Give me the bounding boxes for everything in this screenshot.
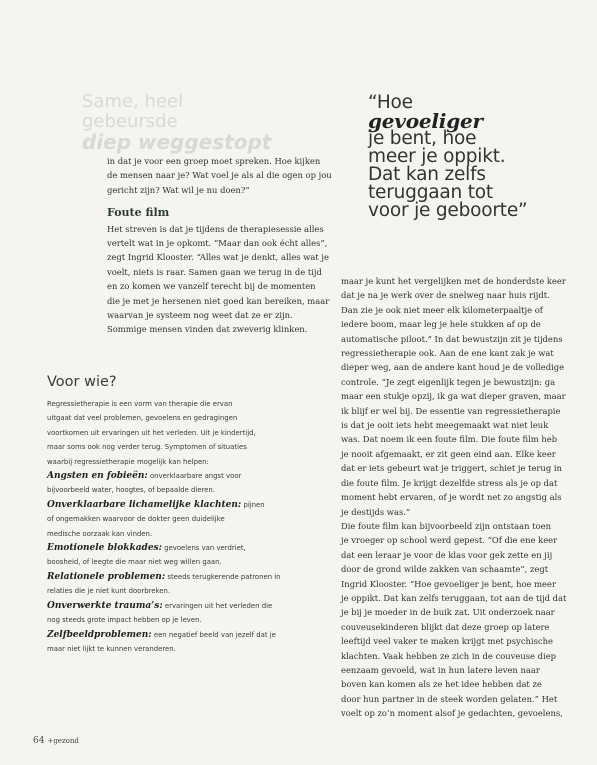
text-line: of ongemakken waarvoor de dokter geen duidelijke: [47, 515, 225, 524]
list-item: [47, 599, 297, 613]
text-line: voortkomen uit ervaringen uit het verleden. Uit je kindertijd,: [47, 428, 256, 437]
quote-line: “Hoe: [368, 92, 413, 113]
text-line: door de grond wilde zakken van schaamte”, zegt: [341, 564, 549, 575]
text-line: couveusekinderen blijkt dat deze groep op latere: [341, 621, 550, 632]
quote-line: voor je geboorte”: [368, 200, 528, 221]
item-label: Relationele problemen:: [47, 571, 166, 582]
text-line: Dan zie je ook niet meer elk kilometerpaaltje of: [341, 304, 543, 315]
text-line: leeftijd veel vaker te maken krijgt met psychische: [341, 636, 553, 647]
page-number: 64: [33, 736, 45, 746]
item-text: steeds terugkerende patronen in: [165, 572, 281, 581]
text-line: boven kan komen als ze het idee hebben dat ze: [341, 679, 542, 690]
text-line: door hun partner in de steek worden gelaten.” Het: [341, 693, 558, 704]
list-item: [47, 628, 297, 642]
text-line: is dat je ooit iets hebt meegemaakt wat niet leuk: [341, 420, 549, 431]
item-label: Zelfbeeldproblemen:: [47, 629, 152, 640]
list-item: [47, 498, 297, 512]
text-line: automatische piloot.” In dat bewustzijn zit je tijdens: [341, 333, 563, 344]
page-footer: [33, 736, 79, 746]
text-line: die je met je hersenen niet goed kan bereiken, maar: [107, 295, 330, 306]
ghost-line: Same, heel: [82, 91, 184, 112]
right-column-article: [341, 274, 591, 721]
text-line: maar een stukje opzij, ik ga wat dieper graven, maar: [341, 391, 566, 402]
quote-line: gevoeliger: [368, 109, 483, 133]
text-line: gericht zijn? Wat wil je nu doen?”: [107, 184, 250, 195]
quote-line: teruggaan tot: [368, 182, 493, 203]
text-line: boosheid, of leegte die maar niet weg willen gaan.: [47, 558, 222, 567]
quote-line: Dat kan zelfs: [368, 164, 486, 185]
text-line: dat je na je werk over de snelweg naar huis rijdt.: [341, 290, 550, 301]
quote-line: je bent, hoe: [368, 128, 477, 149]
text-line: je vroeger op school werd gepest. “Of die ene keer: [341, 535, 558, 546]
text-line: medische oorzaak kan vinden.: [47, 529, 153, 538]
list-item: [47, 570, 297, 584]
text-line: voelt op zo’n moment alsof je gedachten, gevoelens,: [341, 708, 563, 719]
ghost-heading: [82, 92, 272, 152]
text-line: nog steeds grote impact hebben op je leven.: [47, 616, 202, 625]
text-line: controle. “Je zegt eigenlijk tegen je bewustzijn: ga: [341, 376, 556, 387]
list-item: [47, 469, 297, 483]
item-text: ervaringen uit het verleden die: [162, 601, 273, 610]
item-label: Onverwerkte trauma’s:: [47, 600, 163, 611]
item-text: onverklaarbare angst voor: [147, 472, 242, 481]
text-line: iedere boom, maar leg je hele stukken af op de: [341, 319, 541, 330]
item-label: Emotionele blokkades:: [47, 543, 162, 554]
text-line: eenzaam gevoeld, wat in hun latere leven naar: [341, 664, 540, 675]
item-text: gevoelens van verdriet,: [161, 544, 246, 553]
text-line: dat er iets gebeurt wat je triggert, schiet je terug in: [341, 463, 562, 474]
text-line: vertelt wat in je opkomt. “Maar dan ook écht alles”,: [107, 238, 328, 249]
text-line: klachten. Vaak hebben ze zich in de couveuse diep: [341, 650, 557, 661]
text-line: zegt Ingrid Klooster. “Alles wat je denkt, alles wat je: [107, 252, 329, 263]
text-line: je bij je moeder in de buik zat. Uit onderzoek naar: [341, 607, 555, 618]
text-line: Sommige mensen vinden dat zweverig klinken.: [107, 324, 308, 335]
item-text: een negatief beeld van jezelf dat je: [151, 630, 276, 639]
text-line: je oppikt. Dat kan zelfs teruggaan, tot aan de tijd dat: [341, 592, 567, 603]
text-line: maar soms ook nog verder terug. Symptomen of situaties: [47, 443, 247, 452]
section-heading: Foute film: [107, 206, 170, 220]
text-line: Die foute film kan bijvoorbeeld zijn ontstaan toen: [341, 520, 551, 531]
text-line: maar je kunt het vergelijken met de honderdste keer: [341, 276, 566, 286]
item-label: Angsten en fobieën:: [47, 471, 148, 482]
text-line: Ingrid Klooster. “Hoe gevoeliger je bent, hoe meer: [341, 578, 556, 589]
quote-line: meer je oppikt.: [368, 146, 506, 167]
text-line: ik blijf er wel bij. De essentie van regressietherapie: [341, 405, 561, 416]
text-line: die foute film. Je krijgt dezelfde stress als je op dat: [341, 477, 558, 488]
text-line: bijvoorbeeld water, hoogtes, of bepaalde dieren.: [47, 486, 215, 495]
text-line: was. Dat noem ik een foute film. Die foute film heb: [341, 434, 558, 445]
item-text: pijnen: [241, 500, 265, 509]
text-line: Het streven is dat je tijdens de therapiesessie alles: [107, 223, 324, 234]
text-line: en zo komen we vanzelf terecht bij de momenten: [107, 281, 316, 292]
text-line: relaties die je niet kunt doorbreken.: [47, 587, 171, 596]
pull-quote: [368, 94, 578, 220]
text-line: Regressietherapie is een vorm van therapie die ervan: [47, 400, 233, 408]
text-line: in dat je voor een groep moet spreken. Hoe kijken: [107, 156, 321, 166]
text-line: je destijds was.”: [341, 506, 411, 517]
sidebar-body: [47, 397, 297, 656]
ghost-line: diep weggestopt: [82, 130, 272, 154]
left-column-article: [107, 154, 332, 337]
text-line: moment hebt ervaren, of je wordt net zo angstig als: [341, 492, 562, 503]
list-item: [47, 541, 297, 555]
ghost-line: gebeursde: [82, 111, 178, 132]
item-label: Onverklaarbare lichamelijke klachten:: [47, 499, 242, 510]
text-line: je nooit afgemaakt, er zit geen eind aan. Elke keer: [341, 448, 556, 459]
sidebar-heading: Voor wie?: [47, 374, 117, 390]
text-line: regressietherapie ook. Aan de ene kant zak je wat: [341, 348, 554, 359]
sidebar-voor-wie: [47, 374, 297, 656]
text-line: waarvan je systeem nog weet dat ze er zijn.: [107, 310, 293, 321]
text-line: uitgaat dat veel problemen, gevoelens en gedragingen: [47, 414, 238, 423]
text-line: waarbij regressietherapie mogelijk kan helpen:: [47, 457, 209, 466]
text-line: dieper weg, aan de andere kant houd je de volledige: [341, 362, 565, 373]
text-line: de mensen naar je? Wat voel je als al die ogen op jou: [107, 170, 332, 181]
magazine-brand: +gezond: [47, 737, 79, 745]
text-line: dat een leraar je voor de klas voor gek zette en jij: [341, 549, 553, 560]
text-line: maar niet lijkt te kunnen veranderen.: [47, 644, 176, 653]
text-line: voelt, niets is raar. Samen gaan we terug in de tijd: [107, 266, 322, 277]
